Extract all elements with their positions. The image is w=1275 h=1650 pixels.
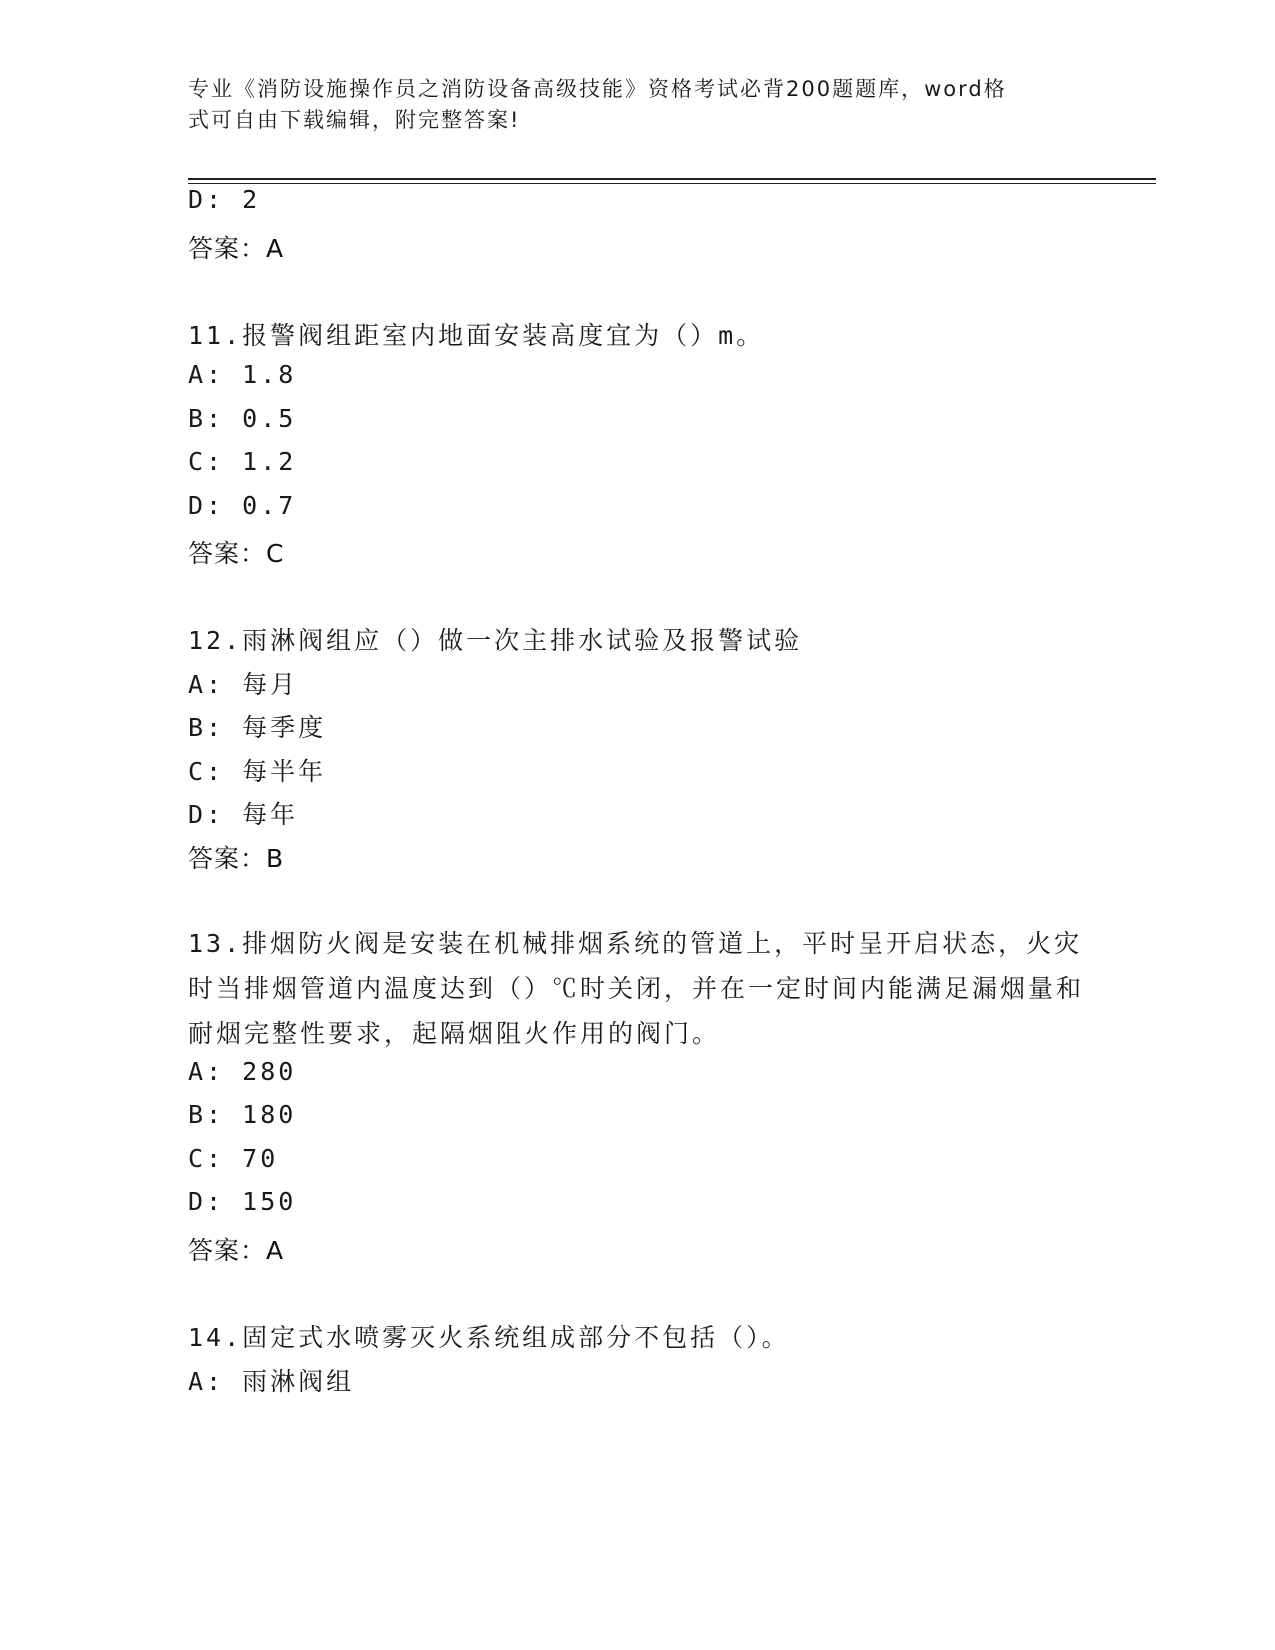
q12-answer: 答案：B [188, 844, 285, 873]
header-line-2: 式可自由下载编辑，附完整答案! [188, 108, 521, 132]
q11-stem: 11.报警阀组距室内地面安装高度宜为（）m。 [188, 321, 765, 350]
q12-option-d: D: 每年 [188, 800, 299, 829]
q13-stem: 13.排烟防火阀是安装在机械排烟系统的管道上，平时呈开启状态，火灾时当排烟管道内温度达到（）℃时关闭，并在一定时间内能满足漏烟量和耐烟完整性要求，起隔烟阻火作用的阀门。 [188, 929, 1085, 1048]
q12-option-a: A: 每月 [188, 670, 299, 699]
q13-option-d: D: 150 [188, 1187, 297, 1216]
q11-option-a: A: 1.8 [188, 360, 297, 389]
prev-option-d: D: 2 [188, 185, 261, 214]
q13-option-b: B: 180 [188, 1100, 297, 1129]
q11-option-c: C: 1.2 [188, 447, 297, 476]
q13-option-a: A: 280 [188, 1057, 297, 1086]
q13-option-c: C: 70 [188, 1144, 279, 1173]
q12-option-c: C: 每半年 [188, 757, 327, 786]
header-line-1: 专业《消防设施操作员之消防设备高级技能》资格考试必背200题题库，word格 [188, 77, 1007, 101]
q14-stem: 14.固定式水喷雾灭火系统组成部分不包括（）。 [188, 1323, 790, 1352]
q11-option-d: D: 0.7 [188, 491, 297, 520]
q13-answer: 答案：A [188, 1236, 285, 1265]
prev-answer: 答案：A [188, 234, 285, 263]
q11-answer: 答案：C [188, 539, 285, 568]
q11-option-b: B: 0.5 [188, 404, 297, 433]
header-divider-thin [188, 183, 1156, 184]
header-divider [188, 178, 1156, 180]
q12-option-b: B: 每季度 [188, 713, 327, 742]
page-header [188, 74, 1088, 136]
q14-option-a: A: 雨淋阀组 [188, 1367, 355, 1396]
q12-stem: 12.雨淋阀组应（）做一次主排水试验及报警试验 [188, 626, 803, 655]
